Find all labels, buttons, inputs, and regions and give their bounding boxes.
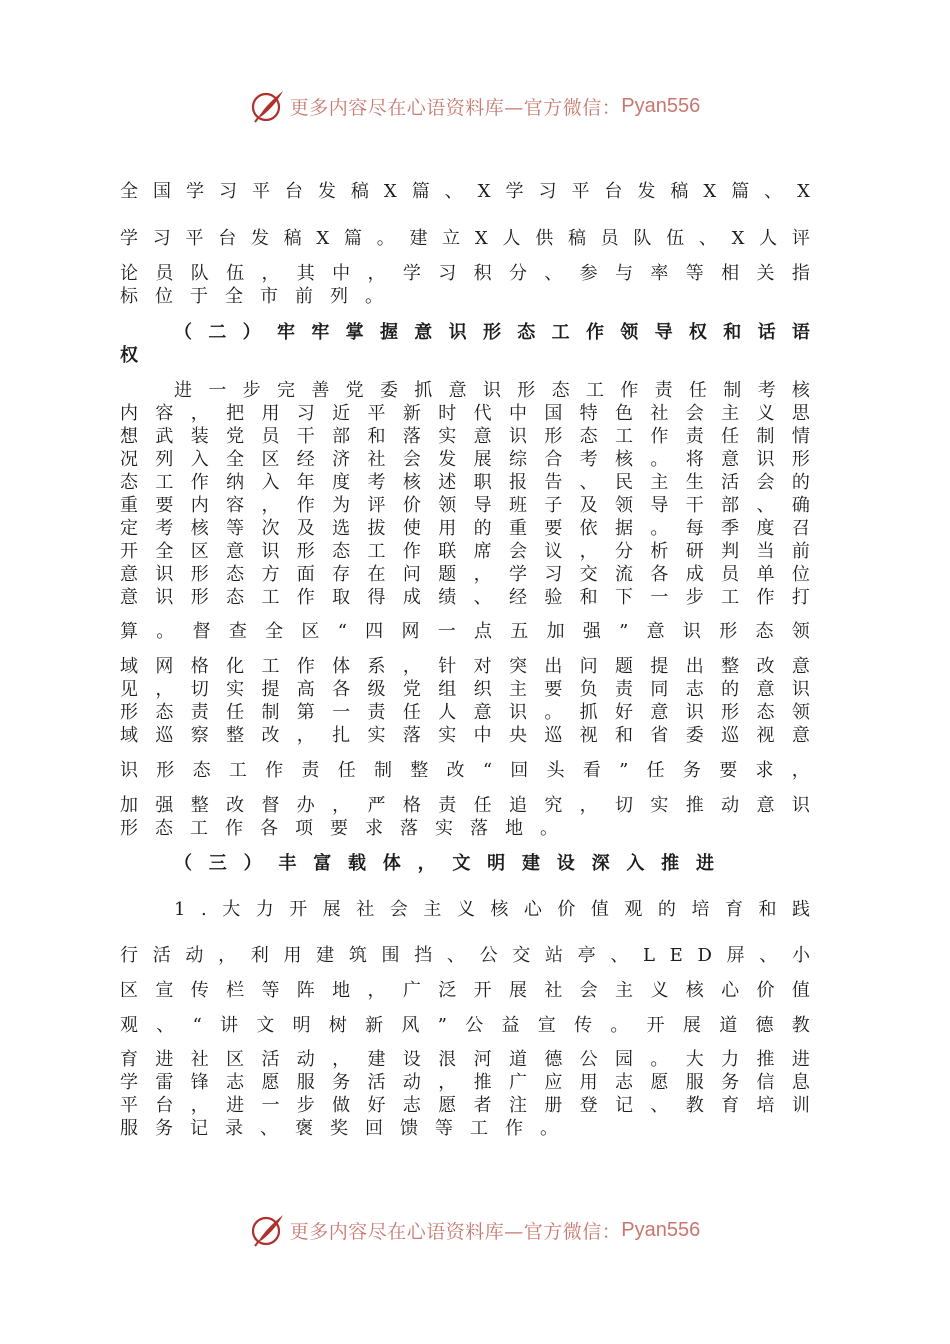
text-line: 加 强 整 改 督 办 ， 严 格 责 任 追 究 ， 切 实 推 动 意 识 xyxy=(120,795,810,816)
text-line: 内 容 ， 把 用 习 近 平 新 时 代 中 国 特 色 社 会 主 义 思 xyxy=(120,403,810,424)
watermark-text: 更多内容尽在心语资料库—官方微信： xyxy=(289,1220,622,1243)
text-line: 服务记录、褒奖回馈等工作。 xyxy=(120,1118,575,1139)
text-line: 见 ， 切 实 提 高 各 级 党 组 织 主 要 负 责 同 志 的 意 识 xyxy=(120,679,810,700)
text-line: 1 . 大 力 开 展 社 会 主 义 核 心 价 值 观 的 培 育 和 践 xyxy=(174,899,810,920)
footer-watermark xyxy=(0,1208,950,1252)
text-line: 想 武 装 党 员 干 部 和 落 实 意 识 形 态 工 作 责 任 制 情 xyxy=(120,426,810,447)
text-line: 形态工作各项要求落实落地。 xyxy=(120,818,575,839)
text-line: 识 形 态 工 作 责 任 制 整 改 “ 回 头 看 ” 任 务 要 求 ， xyxy=(120,760,810,781)
text-line: 全 国 学 习 平 台 发 稿 X 篇 、 X 学 习 平 台 发 稿 X 篇 、 X xyxy=(120,181,810,202)
watermark-id: Pyan556 xyxy=(621,1218,701,1241)
text-line: 形 态 责 任 制 第 一 责 任 人 意 识 。 抓 好 意 识 形 态 领 xyxy=(120,702,810,723)
watermark-text: 更多内容尽在心语资料库—官方微信： xyxy=(289,96,622,119)
text-line: 观 、 “ 讲 文 明 树 新 风 ” 公 益 宣 传 。 开 展 道 德 教 xyxy=(120,1015,810,1036)
quill-pen-logo-icon xyxy=(250,88,286,124)
text-line: 重 要 内 容 ， 作 为 评 价 领 导 班 子 及 领 导 干 部 、 确 xyxy=(120,495,810,516)
text-line: 标位于全市前列。 xyxy=(120,286,400,307)
section-heading: （ 三 ） 丰 富 载 体 ， 文 明 建 设 深 入 推 进 xyxy=(174,853,714,874)
section-heading-cont: 权 xyxy=(120,345,155,366)
text-line: 意 识 形 态 方 面 存 在 问 题 ， 学 习 交 流 各 成 员 单 位 xyxy=(120,564,810,585)
section-heading: （ 二 ） 牢 牢 掌 握 意 识 形 态 工 作 领 导 权 和 话 语 xyxy=(174,322,810,343)
text-line: 算 。 督 查 全 区 “ 四 网 一 点 五 加 强 ” 意 识 形 态 领 xyxy=(120,621,810,642)
text-line: 论 员 队 伍 ， 其 中 ， 学 习 积 分 、 参 与 率 等 相 关 指 xyxy=(120,263,810,284)
text-line: 况 列 入 全 区 经 济 社 会 发 展 综 合 考 核 。 将 意 识 形 xyxy=(120,449,810,470)
watermark-id: Pyan556 xyxy=(621,94,701,117)
text-line: 进 一 步 完 善 党 委 抓 意 识 形 态 工 作 责 任 制 考 核 xyxy=(174,380,810,401)
text-line: 行 活 动 ， 利 用 建 筑 围 挡 、 公 交 站 亭 、 L E D 屏 、 小 xyxy=(120,945,810,966)
quill-pen-logo-icon xyxy=(250,1212,286,1248)
text-line: 域 巡 察 整 改 ， 扎 实 落 实 中 央 巡 视 和 省 委 巡 视 意 xyxy=(120,725,810,746)
text-line: 域 网 格 化 工 作 体 系 ， 针 对 突 出 问 题 提 出 整 改 意 xyxy=(120,656,810,677)
text-line: 学 雷 锋 志 愿 服 务 活 动 ， 推 广 应 用 志 愿 服 务 信 息 xyxy=(120,1072,810,1093)
text-line: 区 宣 传 栏 等 阵 地 ， 广 泛 开 展 社 会 主 义 核 心 价 值 xyxy=(120,980,810,1001)
text-line: 意 识 形 态 工 作 取 得 成 绩 、 经 验 和 下 一 步 工 作 打 xyxy=(120,587,810,608)
text-line: 态 工 作 纳 入 年 度 考 核 述 职 报 告 、 民 主 生 活 会 的 xyxy=(120,472,810,493)
header-watermark xyxy=(0,84,950,128)
text-line: 学 习 平 台 发 稿 X 篇 。 建 立 X 人 供 稿 员 队 伍 、 X 人 评 xyxy=(120,228,810,249)
text-line: 开 全 区 意 识 形 态 工 作 联 席 会 议 ， 分 析 研 判 当 前 xyxy=(120,541,810,562)
text-line: 定 考 核 等 次 及 选 拔 使 用 的 重 要 依 据 。 每 季 度 召 xyxy=(120,518,810,539)
text-line: 育 进 社 区 活 动 ， 建 设 泿 河 道 德 公 园 。 大 力 推 进 xyxy=(120,1049,810,1070)
text-line: 平 台 ， 进 一 步 做 好 志 愿 者 注 册 登 记 、 教 育 培 训 xyxy=(120,1095,810,1116)
